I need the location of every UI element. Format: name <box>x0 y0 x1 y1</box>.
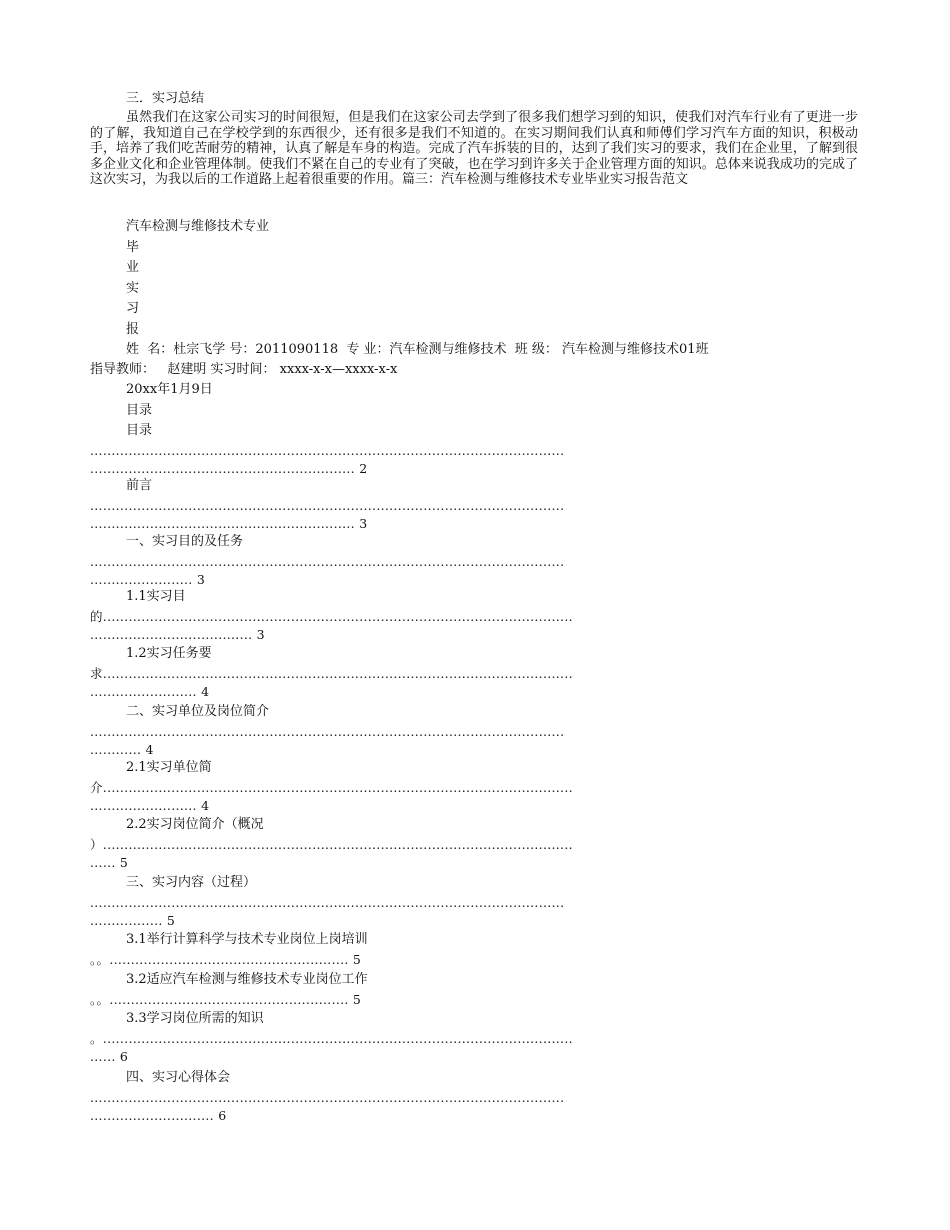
toc-heading: 目录 <box>126 403 153 418</box>
toc-entry-title: 3.2适应汽车检测与维修技术专业岗位工作 <box>126 972 368 987</box>
toc-entry-title: 1.1实习目 <box>126 589 186 604</box>
toc-entry-title: 3.3学习岗位所需的知识 <box>126 1011 264 1026</box>
cover-vertical-char: 毕 <box>126 240 140 255</box>
toc-entry-title: 2.2实习岗位简介（概况 <box>126 817 264 832</box>
toc-page-number: ...... 6 <box>90 1049 129 1064</box>
cover-vertical-char: 实 <box>126 281 140 296</box>
cover-vertical-char: 报 <box>126 322 140 337</box>
toc-page-number: 。。........................................................ 5 <box>90 952 362 967</box>
toc-dot-leader: ............................................................................................................... <box>90 1090 565 1105</box>
toc-entry-title: 三、实习内容（过程） <box>126 875 257 890</box>
toc-dot-leader: ............................................................................................................... <box>90 554 565 569</box>
cover-vertical-char: 习 <box>126 301 140 316</box>
section-heading: 三．实习总结 <box>126 91 205 106</box>
toc-dot-leader: 。.............................................................................................................. <box>90 1031 573 1046</box>
toc-page-number: ...... 5 <box>90 855 129 870</box>
toc-dot-leader: 求.............................................................................................................. <box>90 666 573 681</box>
toc-entry-title: 二、实习单位及岗位简介 <box>126 704 270 719</box>
toc-dot-leader: ............................................................................................................... <box>90 498 565 513</box>
toc-page-number: ...................................... 3 <box>90 627 265 642</box>
toc-page-number: ......................... 4 <box>90 798 210 813</box>
toc-page-number: ......................... 4 <box>90 684 210 699</box>
toc-dot-leader: ............................................................................................................... <box>90 724 565 739</box>
toc-entry-title: 四、实习心得体会 <box>126 1070 231 1085</box>
cover-vertical-char: 业 <box>126 260 140 275</box>
summary-paragraph: 虽然我们在这家公司实习的时间很短，但是我们在这家公司去学到了很多我们想学习到的知识，使我们对汽车行业有了更进一步的了解，我知道自己在学校学到的东西很少，还有很多是我们不知道的。在实习期间我们认真和师傅们学习汽车方面的知识，积极动手，培养了我们吃苦耐劳的精神，认真了解是车身的构造。完成了汽车拆装的目的，达到了我们实习的要求，我们在企业里，了解到很多企业文化和企业管理体制。使我们不紧在自己的专业有了突破，也在学习到许多关于企业管理方面的知识。总体来说我成功的完成了这次实习，为我以后的工作道路上起着很重要的作用。篇三：汽车检测与维修技术专业毕业实习报告范文 <box>90 110 858 187</box>
cover-major-title: 汽车检测与维修技术专业 <box>126 219 270 234</box>
toc-page-number: ................. 5 <box>90 913 176 928</box>
toc-dot-leader: ）.............................................................................................................. <box>90 837 573 852</box>
toc-entry-title: 一、实习目的及任务 <box>126 534 244 549</box>
toc-entry-title: 3.1举行计算科学与技术专业岗位上岗培训 <box>126 932 368 947</box>
toc-page-number: ............ 4 <box>90 742 154 757</box>
toc-dot-leader: 介.............................................................................................................. <box>90 780 573 795</box>
toc-dot-leader: ............................................................................................................... <box>90 443 565 458</box>
toc-page-number: .............................................................. 2 <box>90 461 368 476</box>
toc-entry-title: 1.2实习任务要 <box>126 646 212 661</box>
toc-page-number: 。。........................................................ 5 <box>90 992 362 1007</box>
toc-dot-leader: ............................................................................................................... <box>90 895 565 910</box>
toc-page-number: .............................................................. 3 <box>90 516 368 531</box>
toc-page-number: ............................. 6 <box>90 1108 227 1123</box>
toc-page-number: ........................ 3 <box>90 572 206 587</box>
cover-info-line: 姓 名：杜宗飞学 号：2011090118 专 业：汽车检测与维修技术 班 级： 汽车检测与维修技术01班 <box>126 342 709 357</box>
cover-date: 20xx年1月9日 <box>126 382 213 397</box>
cover-info-line: 指导教师： 赵建明 实习时间： xxxx-x-x—xxxx-x-x <box>90 362 398 377</box>
toc-entry-title: 前言 <box>126 478 153 493</box>
toc-entry-title: 2.1实习单位简 <box>126 760 212 775</box>
toc-dot-leader: 的.............................................................................................................. <box>90 609 573 624</box>
toc-entry-title: 目录 <box>126 423 153 438</box>
